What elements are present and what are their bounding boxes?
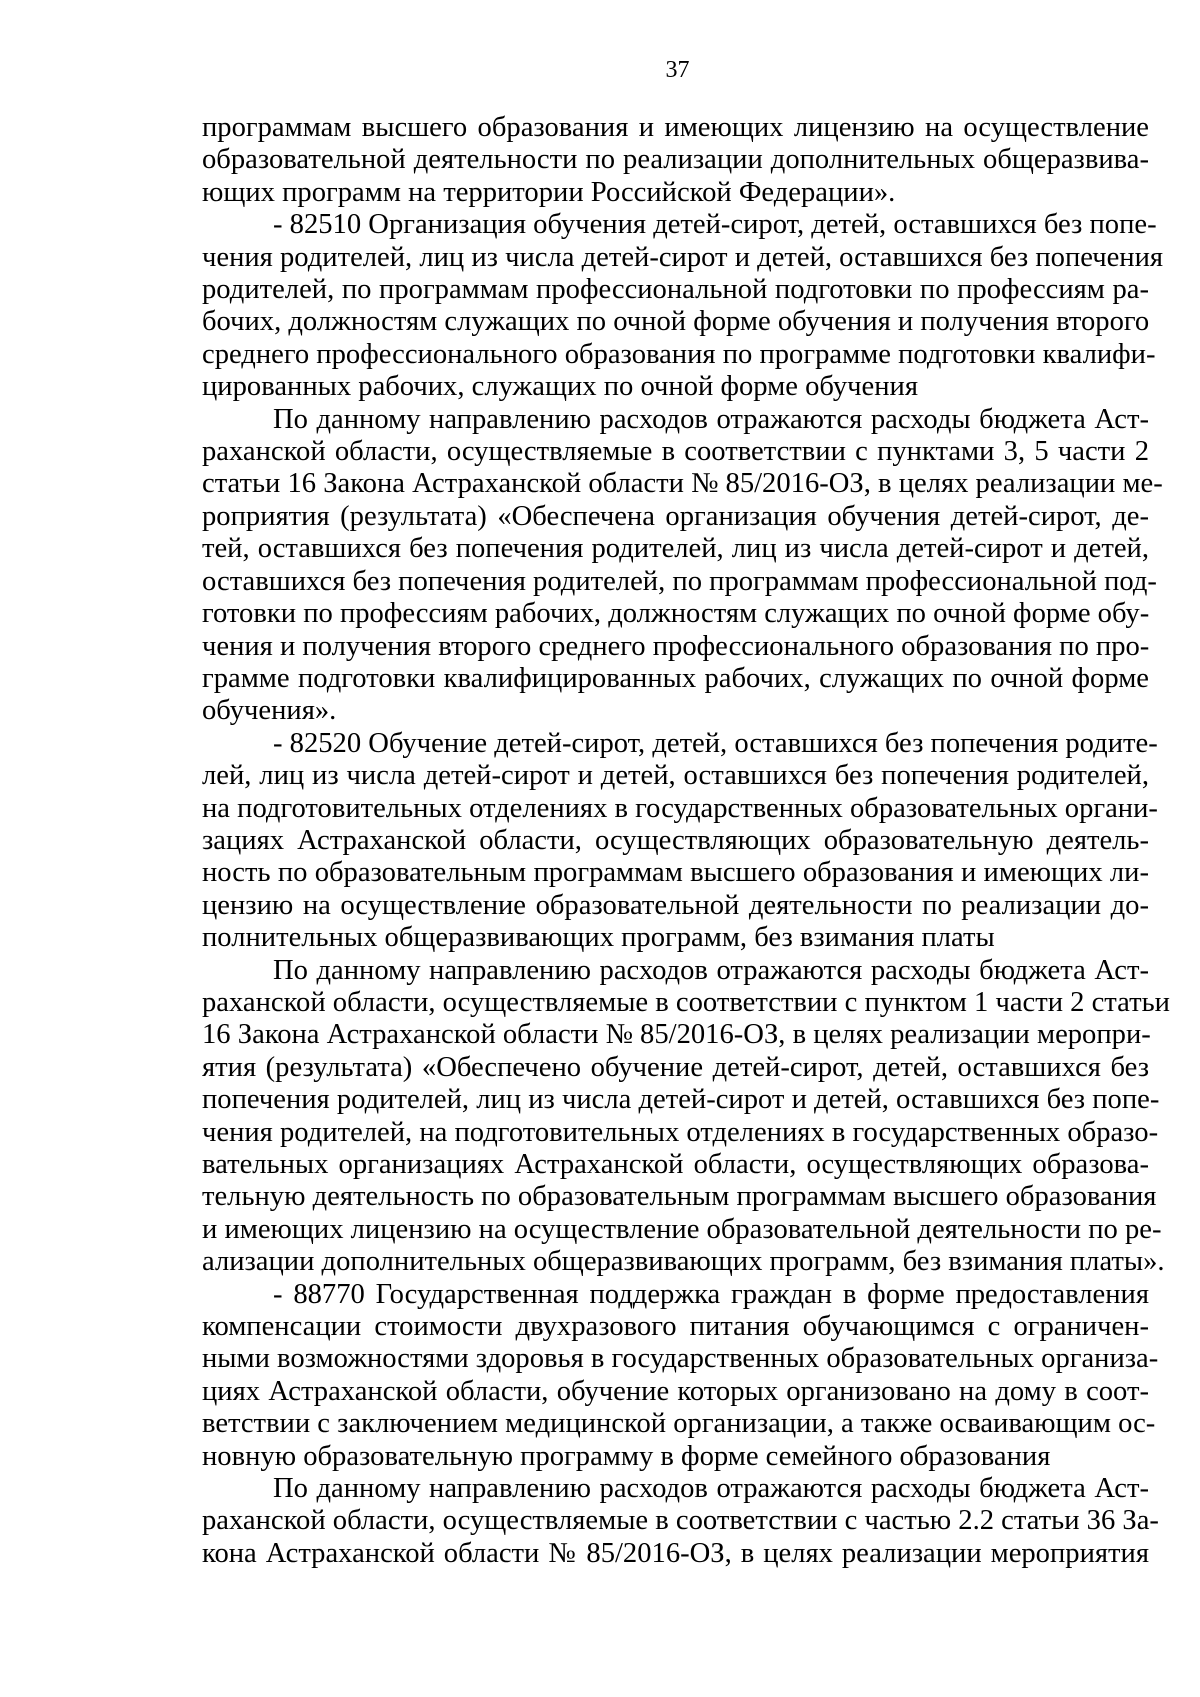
text-line: цированных рабочих, служащих по очной форме обучения xyxy=(202,371,918,403)
text-line: полнительных общеразвивающих программ, без взимания платы xyxy=(202,922,995,954)
text-line: зациях Астраханской области, осуществляющих образовательную деятель- xyxy=(202,824,1149,856)
text-line: раханской области, осуществляемые в соответствии с пунктами 3, 5 части 2 xyxy=(202,436,1149,468)
text-line: оставшихся без попечения родителей, по программам профессиональной под- xyxy=(202,565,1157,597)
text-line: цензию на осуществление образовательной деятельности по реализации до- xyxy=(202,889,1149,921)
page-number: 37 xyxy=(665,57,690,83)
paragraph xyxy=(202,727,1158,955)
text-line: раханской области, осуществляемые в соответствии с частью 2.2 статьи 36 За- xyxy=(202,1505,1159,1537)
text-line: программам высшего образования и имеющих лицензию на осуществление xyxy=(202,112,1149,143)
text-line: готовки по профессиям рабочих, должностям служащих по очной форме обу- xyxy=(202,598,1150,630)
paragraph xyxy=(202,112,1149,209)
text-line: чения родителей, лиц из числа детей-сирот и детей, оставшихся без попечения xyxy=(202,241,1164,273)
text-line: чения родителей, на подготовительных отделениях в государственных образо- xyxy=(202,1116,1159,1148)
text-line: 16 Закона Астраханской области № 85/2016-ОЗ, в целях реализации меропри- xyxy=(202,1019,1151,1051)
text-line: статьи 16 Закона Астраханской области № 85/2016-ОЗ, в целях реализации ме- xyxy=(202,468,1163,500)
text-line: тей, оставшихся без попечения родителей, лиц из числа детей-сирот и детей, xyxy=(202,533,1149,565)
paragraph xyxy=(202,1473,1159,1570)
text-line: компенсации стоимости двухразового питания обучающимся с ограничен- xyxy=(202,1311,1149,1343)
text-line: чения и получения второго среднего профессионального образования по про- xyxy=(202,630,1150,662)
text-line: на подготовительных отделениях в государственных образовательных органи- xyxy=(202,792,1158,824)
text-line: лей, лиц из числа детей-сирот и детей, оставшихся без попечения родителей, xyxy=(202,760,1149,792)
paragraph xyxy=(202,209,1164,403)
text-line: По данному направлению расходов отражаются расходы бюджета Аст- xyxy=(273,403,1149,435)
text-line: раханской области, осуществляемые в соответствии с пунктом 1 части 2 статьи xyxy=(202,986,1170,1018)
text-line: попечения родителей, лиц из числа детей-сирот и детей, оставшихся без попе- xyxy=(202,1084,1160,1116)
text-line: ализации дополнительных общеразвивающих программ, без взимания платы». xyxy=(202,1246,1165,1278)
text-line: бочих, должностям служащих по очной форме обучения и получения второго xyxy=(202,306,1150,338)
document-body xyxy=(202,112,1170,1570)
text-line: По данному направлению расходов отражаются расходы бюджета Аст- xyxy=(273,1473,1149,1505)
text-line: образовательной деятельности по реализации дополнительных общеразвива- xyxy=(202,144,1149,176)
text-line: кона Астраханской области № 85/2016-ОЗ, в целях реализации мероприятия xyxy=(202,1537,1149,1569)
text-line: ность по образовательным программам высшего образования и имеющих ли- xyxy=(202,857,1149,889)
text-line: роприятия (результата) «Обеспечена организация обучения детей-сирот, де- xyxy=(202,500,1149,532)
text-line: ятия (результата) «Обеспечено обучение детей-сирот, детей, оставшихся без xyxy=(202,1051,1149,1083)
text-line: - 82510 Организация обучения детей-сирот, детей, оставшихся без попе- xyxy=(273,209,1157,241)
text-line: родителей, по программам профессиональной подготовки по профессиям ра- xyxy=(202,274,1149,306)
text-line: новную образовательную программу в форме семейного образования xyxy=(202,1440,1051,1472)
paragraph xyxy=(202,403,1163,728)
text-line: ными возможностями здоровья в государственных образовательных организа- xyxy=(202,1343,1159,1375)
text-line: - 88770 Государственная поддержка граждан в форме предоставления xyxy=(273,1278,1149,1310)
text-line: ветствии с заключением медицинской организации, а также осваивающим ос- xyxy=(202,1408,1156,1440)
paragraph xyxy=(202,1278,1159,1473)
paragraph xyxy=(202,954,1170,1279)
text-line: грамме подготовки квалифицированных рабочих, служащих по очной форме xyxy=(202,662,1149,694)
text-line: среднего профессионального образования по программе подготовки квалифи- xyxy=(202,338,1156,370)
text-line: тельную деятельность по образовательным программам высшего образования xyxy=(202,1181,1157,1213)
text-line: обучения». xyxy=(202,695,337,727)
text-line: и имеющих лицензию на осуществление образовательной деятельности по ре- xyxy=(202,1213,1162,1245)
text-line: По данному направлению расходов отражаются расходы бюджета Аст- xyxy=(273,954,1149,986)
text-line: вательных организациях Астраханской области, осуществляющих образова- xyxy=(202,1149,1149,1180)
text-line: циях Астраханской области, обучение которых организовано на дому в соот- xyxy=(202,1375,1149,1407)
text-line: ющих программ на территории Российской Федерации». xyxy=(202,176,896,208)
text-line: - 82520 Обучение детей-сирот, детей, оставшихся без попечения родите- xyxy=(273,727,1158,759)
